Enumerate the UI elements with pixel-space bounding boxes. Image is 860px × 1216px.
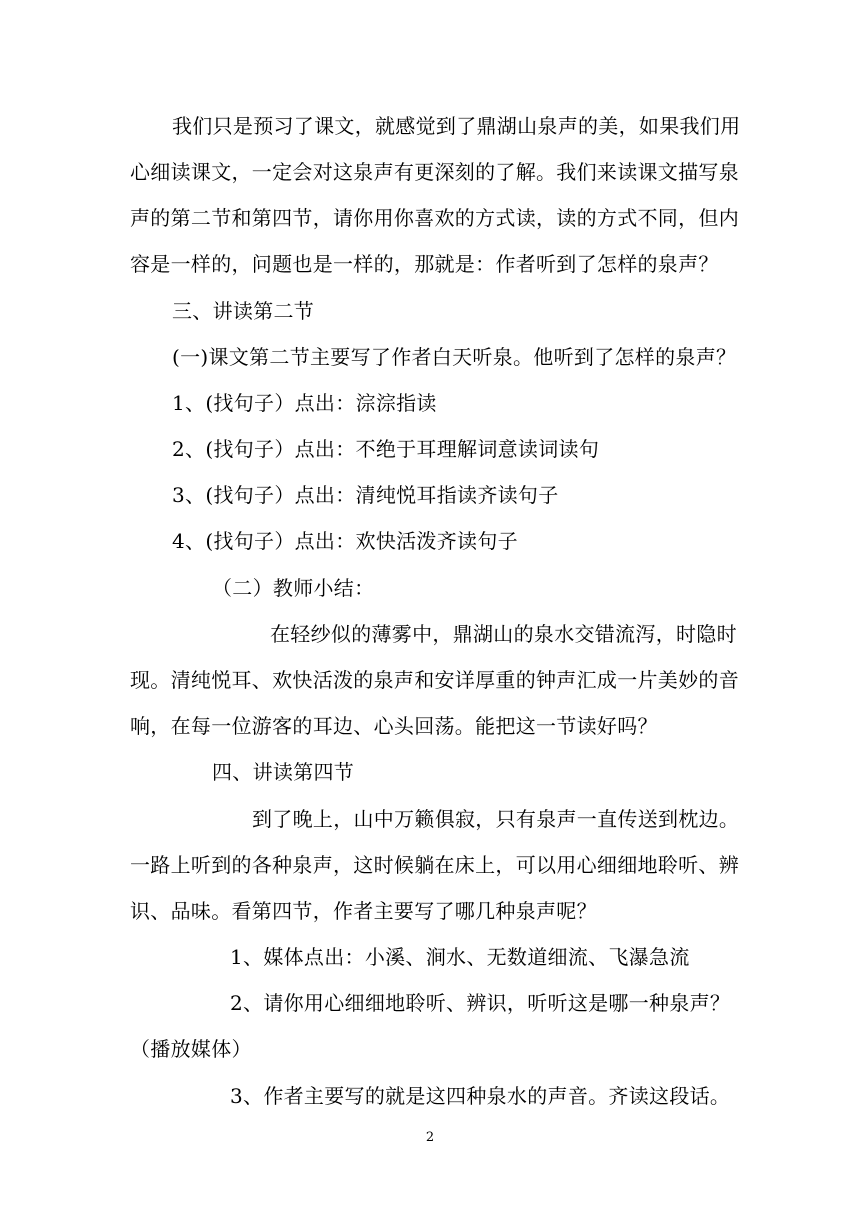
- paragraph-line: 在轻纱似的薄雾中，鼎湖山的泉水交错流泻，时隐时: [270, 622, 737, 646]
- list-item: 2、请你用心细细地聆听、辨识，听听这是哪一种泉声？: [230, 991, 731, 1015]
- paragraph-line: 响，在每一位游客的耳边、心头回荡。能把这一节读好吗？: [130, 714, 658, 738]
- list-item: 1、(找句子）点出：淙淙指读: [172, 391, 437, 415]
- list-item: 3、作者主要写的就是这四种泉水的声音。齐读这段话。: [230, 1084, 731, 1108]
- paragraph-line: 我们只是预习了课文，就感觉到了鼎湖山泉声的美，如果我们用: [172, 114, 741, 138]
- list-item: 3、(找句子）点出：清纯悦耳指读齐读句子: [172, 483, 559, 507]
- section-heading: 四、讲读第四节: [212, 760, 355, 784]
- list-item: 1、媒体点出：小溪、涧水、无数道细流、飞瀑急流: [230, 945, 690, 969]
- paragraph-line: 一路上听到的各种泉声，这时候躺在床上，可以用心细细地聆听、辨: [130, 853, 739, 877]
- paragraph-line: 识、品味。看第四节，作者主要写了哪几种泉声呢？: [130, 899, 597, 923]
- page-number: 2: [425, 1130, 435, 1145]
- paragraph-line: 容是一样的，问题也是一样的，那就是：作者听到了怎样的泉声？: [130, 252, 719, 276]
- list-item: 2、(找句子）点出：不绝于耳理解词意读词读句: [172, 437, 600, 461]
- paragraph-line: 声的第二节和第四节，请你用你喜欢的方式读，读的方式不同，但内: [130, 206, 739, 230]
- paragraph-line: 现。清纯悦耳、欢快活泼的泉声和安详厚重的钟声汇成一片美妙的音: [130, 668, 739, 692]
- paragraph-line: 到了晚上，山中万籁俱寂，只有泉声一直传送到枕边。: [252, 807, 740, 831]
- paragraph-line: （播放媒体）: [130, 1037, 252, 1061]
- section-heading: 三、讲读第二节: [172, 299, 315, 323]
- paragraph-line: (一)课文第二节主要写了作者白天听泉。他听到了怎样的泉声？: [172, 345, 737, 369]
- list-item: 4、(找句子）点出：欢快活泼齐读句子: [172, 529, 518, 553]
- subsection-heading: （二）教师小结：: [212, 576, 375, 600]
- paragraph-line: 心细读课文，一定会对这泉声有更深刻的了解。我们来读课文描写泉: [130, 160, 739, 184]
